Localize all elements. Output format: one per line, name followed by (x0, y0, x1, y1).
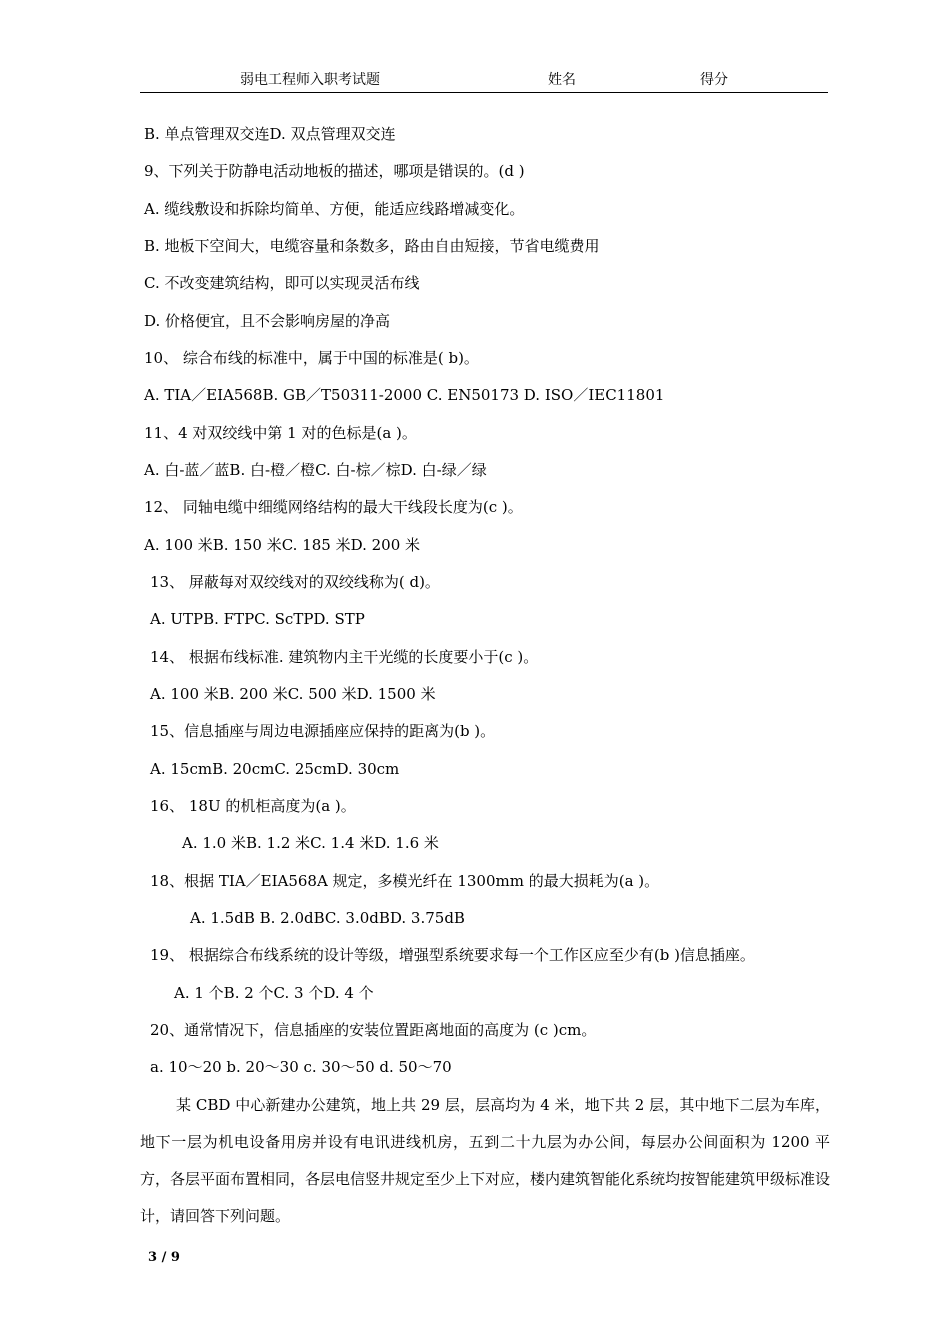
question-line: A. 15cmB. 20cmC. 25cmD. 30cm (150, 760, 400, 778)
page-number: 3 / 9 (148, 1250, 180, 1265)
header-score-label: 得分 (700, 72, 728, 88)
header-title: 弱电工程师入职考试题 (240, 72, 380, 88)
question-line: A. 100 米B. 200 米C. 500 米D. 1500 米 (150, 685, 436, 703)
question-line: A. TIA／EIA568B. GB／T50311-2000 C. EN50173 D. ISO／IEC11801 (144, 386, 665, 404)
header-name-label: 姓名 (548, 72, 576, 88)
question-line: A. 1 个B. 2 个C. 3 个D. 4 个 (174, 984, 374, 1002)
question-line: 11、4 对双绞线中第 1 对的色标是(a )。 (144, 424, 417, 442)
question-line: 16、 18U 的机柜高度为(a )。 (150, 797, 356, 815)
question-line: A. 1.5dB B. 2.0dBC. 3.0dBD. 3.75dB (190, 909, 465, 927)
question-line: 15、信息插座与周边电源插座应保持的距离为(b )。 (150, 722, 496, 740)
question-line: 14、 根据布线标准. 建筑物内主干光缆的长度要小于(c )。 (150, 648, 539, 666)
question-line: A. 100 米B. 150 米C. 185 米D. 200 米 (144, 536, 421, 554)
question-line: 10、 综合布线的标准中，属于中国的标准是( b)。 (144, 349, 479, 367)
question-line: a. 10～20 b. 20～30 c. 30～50 d. 50～70 (150, 1058, 452, 1076)
question-line: A. 白-蓝／蓝B. 白-橙／橙C. 白-棕／棕D. 白-绿／绿 (144, 461, 487, 479)
question-line: 19、 根据综合布线系统的设计等级，增强型系统要求每一个工作区应至少有(b )信息插座。 (150, 946, 755, 964)
question-line: A. UTPB. FTPC. ScTPD. STP (150, 610, 365, 628)
case-paragraph: 某 CBD 中心新建办公建筑，地上共 29 层，层高均为 4 米，地下共 2 层，其中地下二层为车库，地下一层为机电设备用房并设有电讯进线机房，五到二十九层为办公间，每层办公间面积为 1200 平方，各层平面布置相同，各层电信竖井规定至少上下对应，楼内建筑智能化系统均按智能建筑甲级标准设计，请回答下列问题。 (140, 1096, 831, 1225)
question-line: B. 地板下空间大，电缆容量和条数多，路由自由短接，节省电缆费用 (144, 237, 600, 255)
question-line: 9、下列关于防静电活动地板的描述，哪项是错误的。(d ) (144, 162, 525, 180)
question-line: A. 1.0 米B. 1.2 米C. 1.4 米D. 1.6 米 (182, 834, 439, 852)
question-line: 20、通常情况下，信息插座的安装位置距离地面的高度为 (c )cm。 (150, 1021, 597, 1039)
question-line: 13、 屏蔽每对双绞线对的双绞线称为( d)。 (150, 573, 440, 591)
question-line: 12、 同轴电缆中细缆网络结构的最大干线段长度为(c )。 (144, 498, 523, 516)
question-line: D. 价格便宜，且不会影响房屋的净高 (144, 312, 391, 330)
question-line: B. 单点管理双交连D. 双点管理双交连 (144, 125, 396, 143)
question-line: C. 不改变建筑结构，即可以实现灵活布线 (144, 274, 420, 292)
question-line: 18、根据 TIA／EIA568A 规定，多模光纤在 1300mm 的最大损耗为(a )。 (150, 872, 660, 890)
page-header (140, 70, 828, 93)
question-line: A. 缆线敷设和拆除均简单、方便，能适应线路增减变化。 (144, 200, 525, 218)
